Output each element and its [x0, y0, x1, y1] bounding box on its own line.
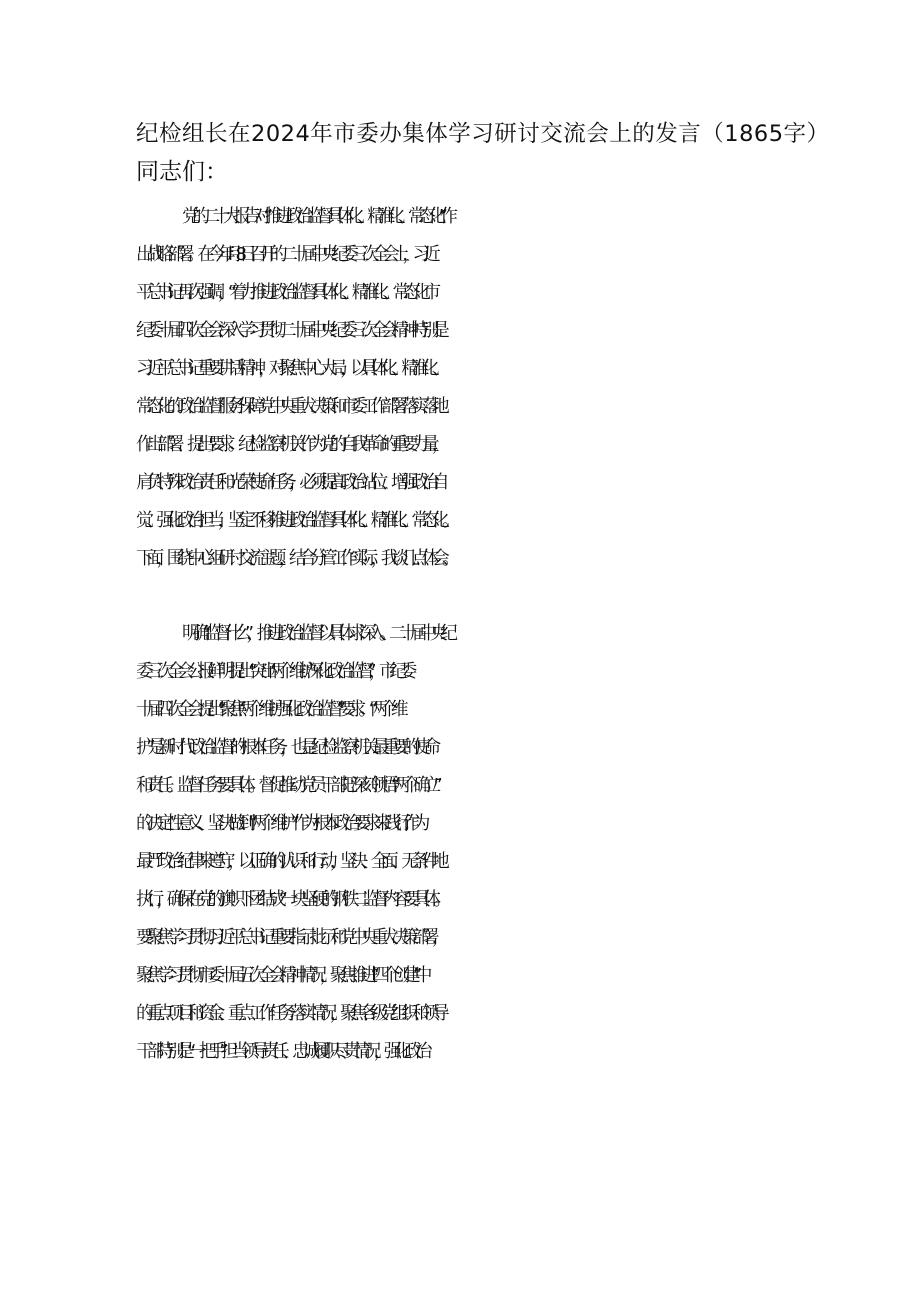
- paragraph-line: 的决定性意义、坚决做到“两个维护”作为根本政治要求来践行,作为: [136, 813, 423, 834]
- paragraph-line: 的重点项目和资金、重点工作任务落实情况，聚焦各级党组织和领导: [136, 1003, 442, 1024]
- paragraph-line: 护”是新时代政治监督的根本任务，也是纪检监察机关最重要的使命: [136, 737, 434, 758]
- paragraph-line: 肩负特殊政治责任和光荣使命任务，必须提高政治站位、增强政治自: [136, 472, 442, 493]
- paragraph-line: 下面，围绕中心组研讨交流主题，结合分管工作实际，我谈几点体会。: [136, 548, 453, 569]
- paragraph-line: 要聚焦学习贯彻习近平总书记重要指示批示和党中央重大决策部署，: [136, 927, 442, 948]
- paragraph-line: 常态化的政治监督服务保障党中央重大决策和市委工作部署落实落地: [136, 396, 442, 417]
- paragraph-line: 最严政治纪律来遵守，以正确的认识和行动，坚决、全面、无条件地: [136, 851, 442, 872]
- paragraph-line: 平总书记再次强调，“着力推进政治监督具体化、精准化、常态化市: [136, 282, 434, 303]
- paragraph-line: 觉、强化政治担当，坚定不移推进政治监督具体化、精准化、常态化。: [136, 510, 453, 531]
- paragraph-line: 十届四次全会提出“聚焦‘两个维护'强化政治监督”要求。“两个维: [136, 699, 401, 720]
- paragraph-line: 聚焦学习贯彻市委十届五次全会精神情况，聚焦推进“四个创建”中: [136, 965, 425, 986]
- paragraph-line: 出战略部署。在今年I月8日召开的二十届中央纪委三次全会上，习近: [136, 244, 433, 265]
- greeting: 同志们：: [136, 159, 228, 185]
- paragraph-line: 和责任。监督任务要具体。督促推动党员干部把深刻领悟“两个确立”: [136, 775, 435, 796]
- paragraph-line: 习近平总书记重要讲话精神，对聚焦中心大局，以具体化、精准化、: [136, 358, 442, 379]
- paragraph-line: 党的二十大报告对“推进政治监督具体化、精准化、常态化”作: [182, 206, 451, 227]
- paragraph-line: 执行，确保在党的旗帜下团结成“一块坚硬的钢铁二监督内容要具体。: [136, 889, 444, 910]
- paragraph-line: 作出部署、提出要求。纪检监察机关作为党的自我革命的重要力量，: [136, 434, 442, 455]
- paragraph-intro: [136, 198, 796, 578]
- paragraph-line: 明确“监督什么”，推进政治监督以具体求深入。二十届中央纪: [182, 623, 451, 644]
- document-title: 纪检组长在2024年市委办集体学习研讨交流会上的发言（1865字）: [136, 121, 830, 147]
- paragraph-line: 委三次全会公报鲜明提出“突出‘两个维护'深化政治监督”，市纪委: [136, 661, 410, 682]
- paragraph-supervision: [136, 615, 796, 1071]
- paragraph-line: 纪委十届四次全会深入学习贯彻二十届中央纪委三次全会精神特别是: [136, 320, 442, 341]
- paragraph-line: 干部特别是“一把手”担当领导责任、忠诚履职尽责情况，强化政治: [136, 1041, 425, 1062]
